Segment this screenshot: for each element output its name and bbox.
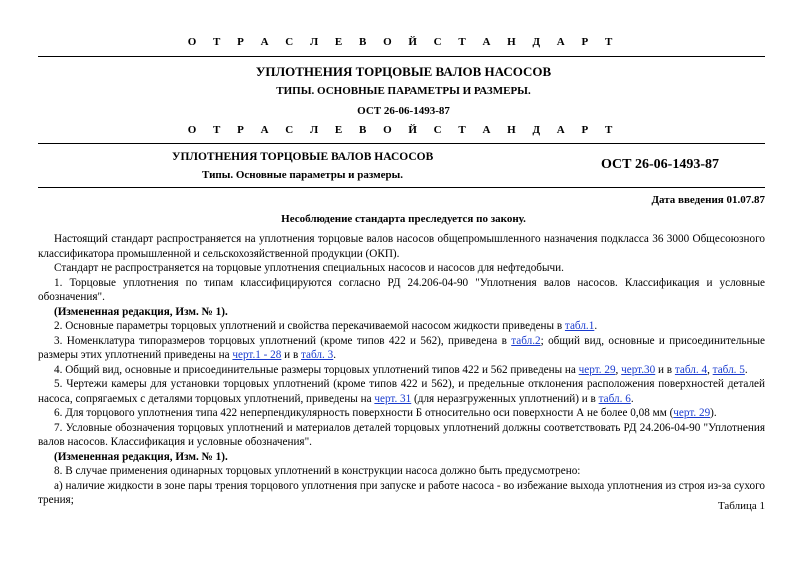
paragraph: 7. Условные обозначения торцовых уплотнений и материалов деталей торцовых уплотнений должны соответствовать РД 24.206-04-90 "Уплотнения валов насосов. Классификация и условные обозначения". [38, 421, 765, 448]
link-table-1[interactable]: табл.1 [564, 320, 595, 332]
divider [38, 56, 765, 57]
link-drawings-1-28[interactable]: черт.1 - 28 [232, 349, 282, 361]
standard-heading-secondary: О Т Р А С Л Е В О Й С Т А Н Д А Р Т [187, 124, 620, 136]
legal-warning: Несоблюдение стандарта преследуется по закону. [281, 213, 526, 225]
paragraph: 6. Для торцового уплотнения типа 422 неперпендикулярность поверхности Б относительно оси поверхности А не более 0,08 мм (черт. 29). [54, 407, 717, 419]
link-table-4[interactable]: табл. 4 [674, 363, 708, 376]
paragraph: 8. В случае применения одинарных торцовых уплотнений в конструкции насоса должно быть предусмотрено: [54, 465, 581, 477]
paragraph: 4. Общий вид, основные и присоединительные размеры торцовых уплотнений типов 422 и 562 приведены на черт. 29, черт.30 и в табл. 4, табл. 5. [54, 363, 748, 376]
revision-note: (Измененная редакция, Изм. № 1). [54, 305, 228, 318]
standard-heading: О Т Р А С Л Е В О Й С Т А Н Д А Р Т [187, 36, 620, 48]
document-title: УПЛОТНЕНИЯ ТОРЦОВЫЕ ВАЛОВ НАСОСОВ [255, 64, 552, 79]
paragraph: 2. Основные параметры торцовых уплотнений и свойства перекачиваемой насосом жидкости приведены в табл.1. [54, 320, 598, 332]
link-table-3[interactable]: табл. 3 [301, 349, 334, 361]
paragraph: 5. Чертежи камеры для установки торцовых уплотнений (кроме типов 422 и 562), и предельные отклонения расположения поверхностей деталей насоса, сопрягаемых с деталями торцовых уплотнений, приведены на черт. 31 (для неразгруженных уплотнений) и в табл. 6. [38, 378, 765, 405]
header-subtitle: Типы. Основные параметры и размеры. [202, 169, 403, 181]
paragraph: Настоящий стандарт распространяется на уплотнения торцовые валов насосов общепромышленного назначения подкласса 36 3000 Общесоюзного классификатора промышленной и сельскохозяйственной продукции (ОКП). [38, 233, 765, 260]
divider [38, 187, 765, 188]
document-code: ОСТ 26-06-1493-87 [357, 105, 450, 117]
paragraph: 3. Номенклатура типоразмеров торцовых уплотнений (кроме типов 422 и 562), приведена в табл.2; общий вид, основные и присоединительные размеры этих уплотнений приведены на черт.1 - 28 и в табл. 3. [38, 334, 765, 361]
link-drawing-30[interactable]: черт.30 [621, 363, 656, 376]
link-drawing-29[interactable]: черт. 29 [578, 363, 616, 376]
revision-note: (Измененная редакция, Изм. № 1). [54, 450, 228, 463]
paragraph: а) наличие жидкости в зоне пары трения торцового уплотнения при запуске и работе насоса - во избежание выхода уплотнения из строя из-за сухого трения; [38, 479, 765, 506]
document-subtitle: ТИПЫ. ОСНОВНЫЕ ПАРАМЕТРЫ И РАЗМЕРЫ. [276, 85, 531, 97]
table-caption: Таблица 1 [717, 500, 765, 512]
paragraph: 1. Торцовые уплотнения по типам классифицируются согласно РД 24.206-04-90 "Уплотнения валов насосов. Классификация и условные обозначения". [38, 276, 765, 303]
link-table-2[interactable]: табл.2 [511, 334, 541, 347]
document-body [38, 232, 765, 508]
link-table-5[interactable]: табл. 5 [712, 363, 745, 376]
header-code: ОСТ 26-06-1493-87 [601, 157, 719, 172]
divider [38, 143, 765, 144]
paragraph: Стандарт не распространяется на торцовые уплотнения специальных насосов и насосов для нефтедобычи. [54, 262, 564, 274]
link-drawing-31[interactable]: черт. 31 [374, 392, 412, 405]
link-drawing-29-b[interactable]: черт. 29 [673, 407, 711, 419]
header-title: УПЛОТНЕНИЯ ТОРЦОВЫЕ ВАЛОВ НАСОСОВ [172, 151, 434, 163]
link-table-6[interactable]: табл. 6 [598, 392, 631, 405]
effective-date: Дата введения 01.07.87 [651, 194, 765, 206]
